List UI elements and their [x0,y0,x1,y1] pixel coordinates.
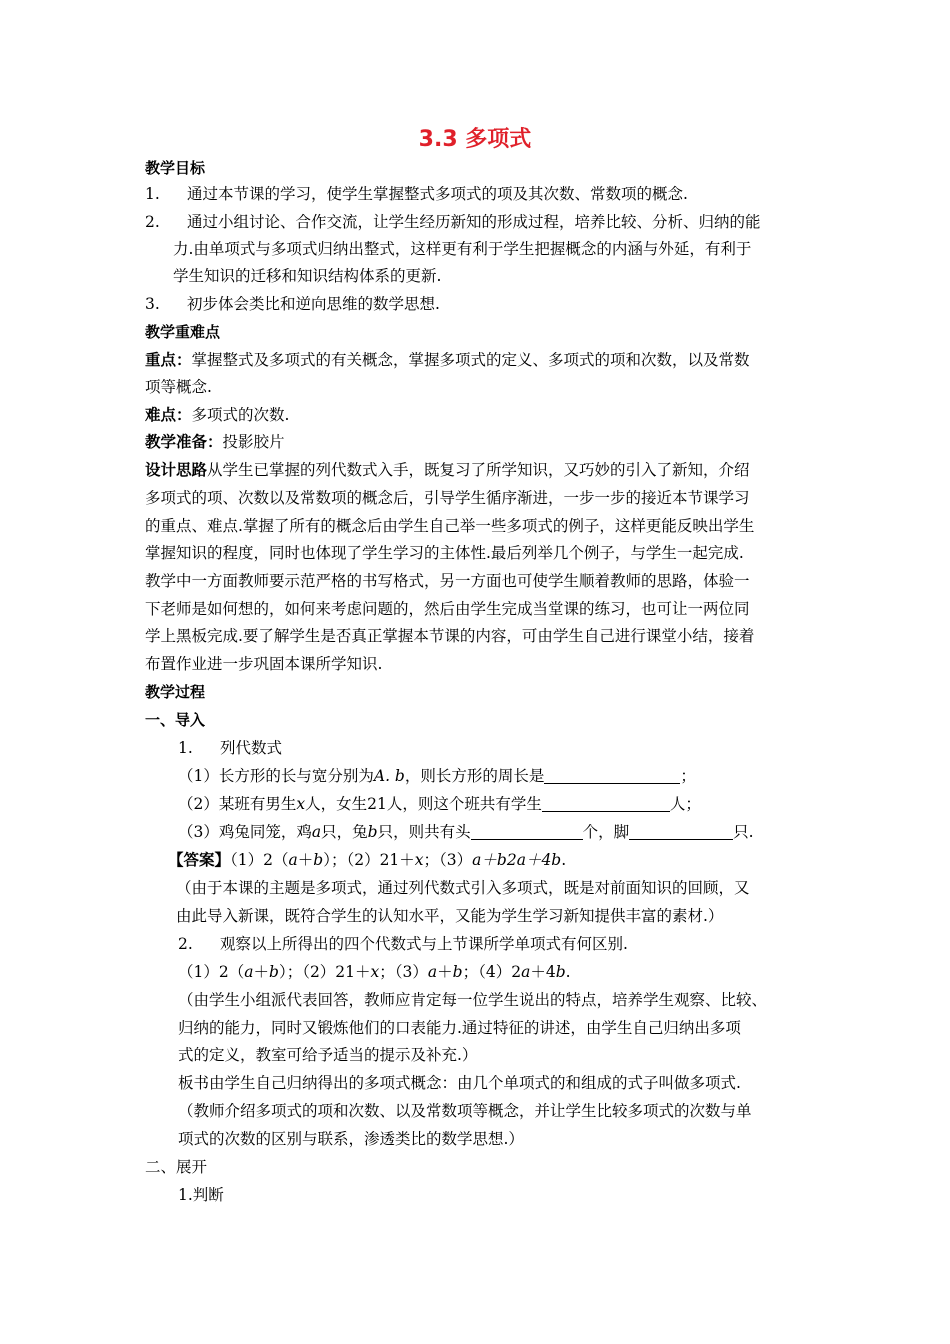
question-1 [178,764,858,788]
design-line: 下老师是如何想的，如何来考虑问题的，然后由学生完成当堂课的练习，也可让一两位同 [145,600,750,618]
expr-text: ）；（2）21＋ [278,963,371,981]
step-num: 1. [178,739,193,757]
process-heading: 教学过程 [145,683,206,701]
expr-text: ＋4 [530,963,556,981]
answer-blank [629,823,733,840]
step-text: 列代数式 [220,739,283,757]
board-text: 板书由学生自己归纳得出的多项式概念：由几个单项式的和组成的式子叫做多项式. [178,1074,741,1092]
answer-var: a [288,851,298,869]
q1-text: ，则长方形的周长是 [404,767,545,785]
q2-var: x [296,795,306,813]
expr-var: b [269,963,279,981]
difficulties-heading: 教学重难点 [145,323,221,341]
question-2 [178,792,858,816]
answer-blank [544,767,680,784]
expr-text: ＋ [253,963,269,981]
expr-text: ；（3） [379,963,428,981]
prep-text: 投影胶片 [222,433,285,451]
answer-blank [471,823,583,840]
objective-num: 3. [145,295,160,313]
prep-label: 教学准备： [145,433,223,451]
design-line: 的重点、难点.掌握了所有的概念后由学生自己举一些多项式的例子，这样更能反映出学生 [145,517,755,535]
judge-heading: 1.判断 [178,1186,224,1204]
teaching-prep [145,430,825,454]
design-line: 教学中一方面教师要示范严格的书写格式，另一方面也可使学生顺着教师的思路，体验一 [145,572,750,590]
objective-text-cont: 力.由单项式与多项式归纳出整式，这样更有利于学生把握概念的内涵与外延，有利于 [173,240,752,258]
note-2: 式的定义，教室可给予适当的提示及补充.） [178,1046,478,1064]
question-3 [178,820,858,844]
q2-text: 人； [669,795,701,813]
design-text: 从学生已掌握的列代数式入手，既复习了所学知识，又巧妙的引入了新知，介绍 [207,461,750,479]
objective-num: 1. [145,185,160,203]
q3-text: 只，则共有头 [377,823,471,841]
answer-blank [542,795,670,812]
q1-text: ； [680,767,696,785]
note-3: 项式的次数的区别与联系，渗透类比的数学思想.） [178,1130,524,1148]
key-label: 重点： [145,351,192,369]
answer-label: 【答案】 [168,851,231,869]
section-expand: 二、展开 [145,1158,208,1176]
expr-text: （1）2（ [178,963,245,981]
step-2 [178,932,858,956]
answer-text: ；（3） [423,851,473,869]
key-point [145,348,825,372]
design-line: 布置作业进一步巩固本课所学知识. [145,655,383,673]
objectives-heading: 教学目标 [145,159,206,177]
step-text: 观察以上所得出的四个代数式与上节课所学单项式有何区别. [220,935,628,953]
q3-var: a [311,823,322,841]
q1-text: （1）长方形的长与宽分别为 [178,767,374,785]
hard-label: 难点： [145,406,192,424]
expr-text: ；（4）2 [462,963,522,981]
expr-var: b [452,963,463,981]
expr-text: ＋ [437,963,453,981]
expr-var: b [555,963,566,981]
design-line: 学上黑板完成.要了解学生是否真正掌握本节课的内容，可由学生自己进行课堂小结，接着 [145,627,755,645]
step-1 [178,736,858,760]
q2-text: （2）某班有男生 [178,795,297,813]
objective-text: 通过小组讨论、合作交流，让学生经历新知的形成过程，培养比较、分析、归纳的能 [187,213,761,231]
hard-point [145,403,825,427]
q3-text: 只，兔 [321,823,368,841]
key-text-cont: 项等概念. [145,378,212,396]
note-2: 归纳的能力，同时又锻炼他们的口表能力.通过特征的讲述，由学生自己归纳出多项 [178,1019,741,1037]
objective-text: 初步体会类比和逆向思维的数学思想. [187,295,440,313]
design-label: 设计思路 [145,461,208,479]
q2-text: 人，女生21人，则这个班共有学生 [305,795,542,813]
hard-text: 多项式的次数. [191,406,290,424]
q3-text: 个，脚 [582,823,630,841]
objective-text-cont: 学生知识的迁移和知识结构体系的更新. [173,267,442,285]
objective-num: 2. [145,213,160,231]
q3-text: （3）鸡兔同笼，鸡 [178,823,312,841]
note-1: （由于本课的主题是多项式，通过列代数式引入多项式，既是对前面知识的回顾，又 [176,879,750,897]
answer-text: ）；（2）21＋ [323,851,415,869]
answer-text: ＋ [297,851,314,869]
answer-var: b [313,851,324,869]
step-num: 2. [178,935,193,953]
q3-text: 只. [733,823,754,841]
section-intro: 一、导入 [145,711,206,729]
objective-item-3 [145,292,825,316]
objective-text: 通过本节课的学习，使学生掌握整式多项式的项及其次数、常数项的概念. [187,185,688,203]
design-line [145,458,825,482]
q3-var: b [367,823,378,841]
note-2: （由学生小组派代表回答，教师应肯定每一位学生说出的特点，培养学生观察、比较、 [178,991,768,1009]
objective-item-1 [145,182,825,206]
expr-var: a [244,963,254,981]
expr-var: a [521,963,531,981]
expr-var: x [370,963,380,981]
design-line: 多项式的项、次数以及常数项的概念后，引导学生循序渐进，一步一步的接近本节课学习 [145,489,750,507]
answer-text: . [561,851,567,869]
page-title: 3.3 多项式 [418,127,532,152]
key-text: 掌握整式及多项式的有关概念，掌握多项式的定义、多项式的项和次数，以及常数 [191,351,750,369]
answer-var: x [414,851,424,869]
answer-var: a＋b2a＋4b [472,851,562,869]
design-line: 掌握知识的程度，同时也体现了学生学习的主体性.最后列举几个例子，与学生一起完成. [145,544,744,562]
expressions-line [178,960,858,984]
q1-var: A. b [373,767,405,785]
answer-text: （1）2（ [230,851,289,869]
expr-var: a [427,963,438,981]
objective-item-2 [145,210,825,234]
expr-text: . [565,963,571,981]
answer-line [168,848,848,872]
note-1: 由此导入新课，既符合学生的认知水平，又能为学生学习新知提供丰富的素材.） [176,907,724,925]
note-3: （教师介绍多项式的项和次数、以及常数项等概念，并让学生比较多项式的次数与单 [178,1102,752,1120]
